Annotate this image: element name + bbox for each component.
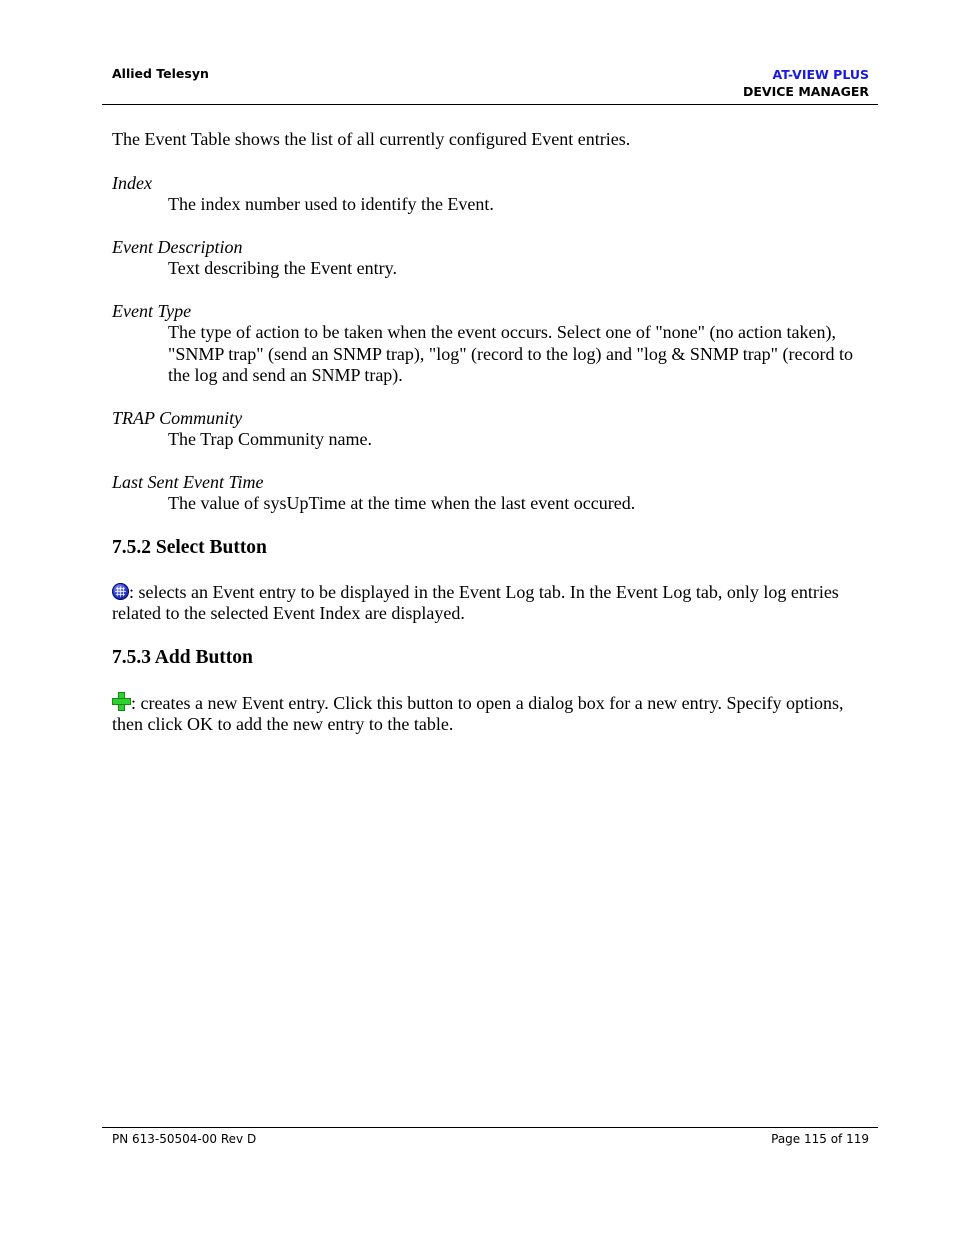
field-list: [112, 173, 874, 515]
header-section: DEVICE MANAGER: [743, 84, 869, 99]
plus-icon: [112, 692, 131, 711]
field-term: Event Type: [112, 300, 192, 321]
select-button-paragraph: [112, 582, 874, 625]
header-company: Allied Telesyn: [112, 66, 209, 81]
add-button-description: : creates a new Event entry. Click this button to open a dialog box for a new entry. Specify options, then click OK to add the new entry to the table.: [112, 692, 844, 734]
field-term: Event Description: [112, 236, 243, 257]
select-button-heading: 7.5.2 Select Button: [112, 536, 267, 558]
add-button-heading: 7.5.3 Add Button: [112, 646, 253, 668]
page-content: [112, 129, 874, 736]
select-button-description: : selects an Event entry to be displayed in the Event Log tab. In the Event Log tab, only log entries related to the selected Event Index are displayed.: [112, 581, 839, 623]
header-rule: [102, 104, 878, 105]
field-definition: The type of action to be taken when the event occurs. Select one of "none" (no action taken), "SNMP trap" (send an SNMP trap), "log" (record to the log) and "log & SNMP trap" (record to the log and send an SNMP trap).: [168, 322, 853, 385]
field-definition: The value of sysUpTime at the time when the last event occured.: [168, 493, 636, 513]
field-definition: The Trap Community name.: [168, 429, 372, 449]
field-definition: Text describing the Event entry.: [168, 258, 397, 278]
globe-icon: [112, 583, 129, 600]
footer-page-number: Page 115 of 119: [771, 1132, 869, 1146]
intro-paragraph: The Event Table shows the list of all currently configured Event entries.: [112, 129, 631, 149]
field-term: Index: [112, 172, 152, 193]
header-title: [743, 66, 869, 100]
field-definition: The index number used to identify the Event.: [168, 194, 494, 214]
footer-rule: [102, 1127, 878, 1128]
field-term: Last Sent Event Time: [112, 471, 264, 492]
footer-part-number: PN 613-50504-00 Rev D: [112, 1132, 257, 1146]
add-button-paragraph: [112, 692, 874, 736]
field-term: TRAP Community: [112, 407, 243, 428]
header-product: AT-VIEW PLUS: [772, 67, 869, 82]
